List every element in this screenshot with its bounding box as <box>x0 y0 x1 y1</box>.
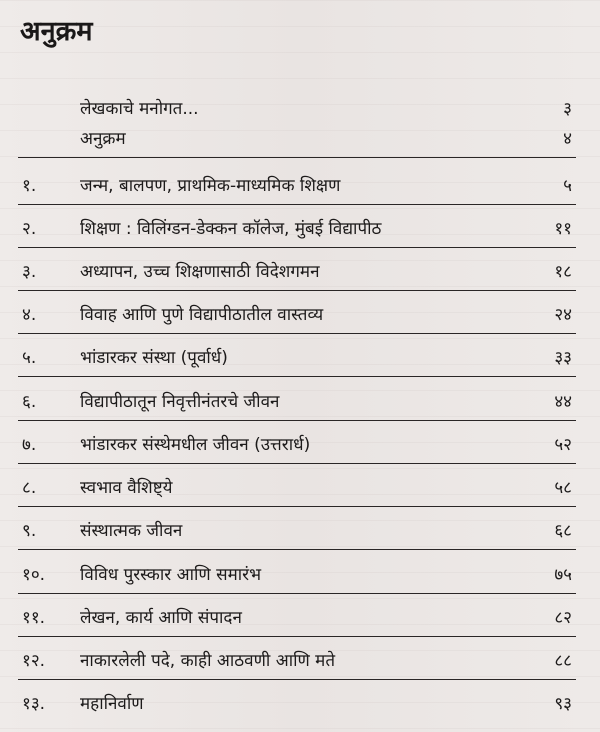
entry-divider <box>18 636 576 637</box>
entry-divider <box>18 506 576 507</box>
entry-divider <box>18 679 576 680</box>
entry-title: जन्म, बालपण, प्राथमिक-माध्यमिक शिक्षण <box>80 176 341 196</box>
entry-divider <box>18 333 576 334</box>
toc-entry[interactable] <box>0 387 600 417</box>
entry-number: ८. <box>22 478 37 498</box>
entry-divider <box>18 157 576 158</box>
entry-number: १२. <box>22 651 46 671</box>
entry-page-number: १८ <box>554 262 572 282</box>
entry-number: १०. <box>22 565 46 585</box>
entry-divider <box>18 247 576 248</box>
entry-divider <box>18 376 576 377</box>
entry-page-number: ८८ <box>554 651 572 671</box>
entry-page-number: ४ <box>563 129 572 149</box>
entry-page-number: ५ <box>563 176 572 196</box>
entry-divider <box>18 290 576 291</box>
entry-number: १३. <box>22 694 46 714</box>
entry-title: विविध पुरस्कार आणि समारंभ <box>80 565 262 585</box>
entry-page-number: ५८ <box>554 478 572 498</box>
entry-page-number: ३ <box>563 99 572 119</box>
entry-divider <box>18 204 576 205</box>
entry-title: संस्थात्मक जीवन <box>80 521 183 541</box>
entry-title: भांडारकर संस्था (पूर्वार्ध) <box>80 348 228 368</box>
toc-entry[interactable] <box>0 516 600 546</box>
entry-title: लेखकाचे मनोगत... <box>80 99 199 119</box>
toc-entry[interactable] <box>0 646 600 676</box>
entry-page-number: ३३ <box>554 348 572 368</box>
entry-title: लेखन, कार्य आणि संपादन <box>80 608 242 628</box>
entry-title: शिक्षण : विलिंग्डन-डेक्कन कॉलेज, मुंबई विद्यापीठ <box>80 219 382 239</box>
entry-page-number: २४ <box>554 305 572 325</box>
entry-title: स्वभाव वैशिष्ट्ये <box>80 478 173 498</box>
entry-number: ९. <box>22 521 37 541</box>
entry-page-number: ४४ <box>554 392 572 412</box>
toc-entry[interactable] <box>0 430 600 460</box>
entry-number: २. <box>22 219 37 239</box>
entry-divider <box>18 463 576 464</box>
entry-number: १. <box>22 176 37 196</box>
toc-entry[interactable] <box>0 94 600 124</box>
entry-divider <box>18 593 576 594</box>
entry-page-number: ६८ <box>554 521 572 541</box>
entry-page-number: ११ <box>554 219 572 239</box>
entry-title: अध्यापन, उच्च शिक्षणासाठी विदेशगमन <box>80 262 320 282</box>
entry-page-number: ९३ <box>554 694 572 714</box>
toc-entry[interactable] <box>0 343 600 373</box>
toc-entry[interactable] <box>0 473 600 503</box>
toc-entry[interactable] <box>0 171 600 201</box>
entry-page-number: ८२ <box>554 608 572 628</box>
toc-entry[interactable] <box>0 300 600 330</box>
entry-title: भांडारकर संस्थेमधील जीवन (उत्तरार्ध) <box>80 435 311 455</box>
entry-number: ४. <box>22 305 37 325</box>
toc-entry[interactable] <box>0 257 600 287</box>
toc-entry[interactable] <box>0 124 600 154</box>
entry-title: विद्यापीठातून निवृत्तीनंतरचे जीवन <box>80 392 280 412</box>
toc-entry[interactable] <box>0 560 600 590</box>
entry-title: महानिर्वाण <box>80 694 144 714</box>
entry-divider <box>18 549 576 550</box>
entry-number: ३. <box>22 262 37 282</box>
entry-title: नाकारलेली पदे, काही आठवणी आणि मते <box>80 651 336 671</box>
toc-heading: अनुक्रम <box>20 16 93 47</box>
entry-number: ६. <box>22 392 37 412</box>
entry-number: ५. <box>22 348 37 368</box>
entry-page-number: ५२ <box>554 435 572 455</box>
toc-entry[interactable] <box>0 214 600 244</box>
entry-number: ११. <box>22 608 46 628</box>
entry-title: विवाह आणि पुणे विद्यापीठातील वास्तव्य <box>80 305 324 325</box>
toc-entry[interactable] <box>0 689 600 719</box>
toc-entry[interactable] <box>0 603 600 633</box>
entry-title: अनुक्रम <box>80 129 126 149</box>
entry-divider <box>18 420 576 421</box>
entry-number: ७. <box>22 435 37 455</box>
entry-page-number: ७५ <box>554 565 572 585</box>
